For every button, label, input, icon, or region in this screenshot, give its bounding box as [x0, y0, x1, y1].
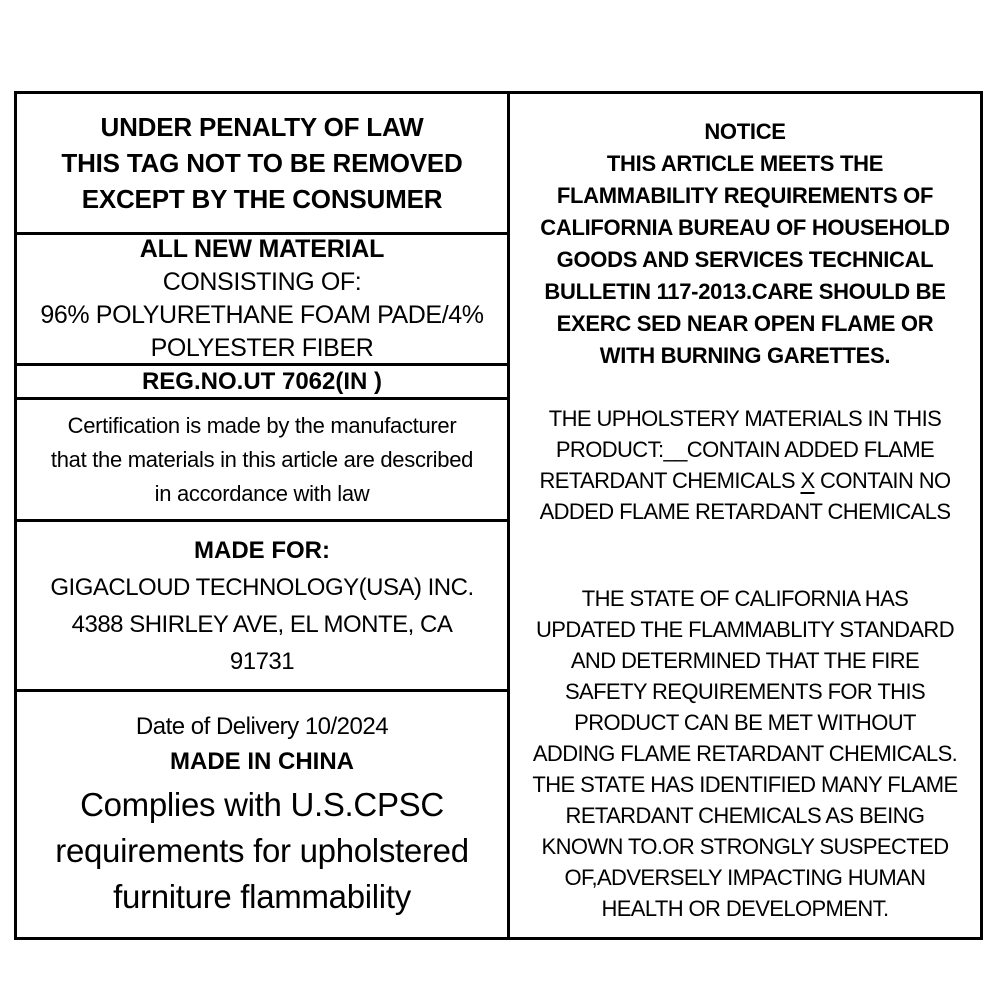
state-line: KNOWN TO.OR STRONGLY SUSPECTED	[541, 834, 949, 859]
made-in-china-text: MADE IN CHINA	[170, 747, 354, 775]
state-line: THE STATE HAS IDENTIFIED MANY FLAME	[532, 772, 958, 797]
made-for-line: GIGACLOUD TECHNOLOGY(USA) INC.	[50, 573, 474, 601]
left-column	[17, 94, 510, 937]
upholstery-line: THE UPHOLSTERY MATERIALS IN THIS	[548, 406, 942, 431]
upholstery-paragraph	[514, 403, 976, 527]
delivery-date-text: Date of Delivery 10/2024	[135, 712, 389, 740]
notice-line: EXERC SED NEAR OPEN FLAME OR	[556, 311, 934, 336]
state-line: SAFETY REQUIREMENTS FOR THIS	[564, 679, 926, 704]
made-for-title: MADE FOR:	[194, 536, 330, 564]
material-title: ALL NEW MATERIAL	[139, 235, 385, 263]
notice-line: CALIFORNIA BUREAU OF HOUSEHOLD	[540, 215, 950, 240]
origin-section	[17, 692, 507, 937]
made-for-section	[17, 522, 507, 692]
notice-line: THIS ARTICLE MEETS THE	[606, 151, 884, 176]
material-line: 96% POLYURETHANE FOAM PADE/4%	[40, 301, 484, 329]
state-paragraph	[514, 583, 976, 924]
notice-line: BULLETIN 117-2013.CARE SHOULD BE	[544, 279, 946, 304]
penalty-line: UNDER PENALTY OF LAW	[100, 112, 424, 142]
upholstery-line-pre: RETARDANT CHEMICALS	[539, 468, 801, 493]
notice-line: GOODS AND SERVICES TECHNICAL	[556, 247, 934, 272]
certification-section	[17, 400, 507, 522]
material-line: POLYESTER FIBER	[150, 334, 374, 362]
state-line: AND DETERMINED THAT THE FIRE	[570, 648, 920, 673]
material-line: CONSISTING OF:	[162, 268, 362, 296]
right-column	[510, 94, 980, 937]
law-label-card	[14, 91, 983, 940]
notice-line: FLAMMABILITY REQUIREMENTS OF	[556, 183, 934, 208]
material-section	[17, 235, 507, 366]
state-line: UPDATED THE FLAMMABLITY STANDARD	[535, 617, 955, 642]
compliance-line: Complies with U.S.CPSC	[80, 785, 444, 823]
flame-retardant-x-mark: X	[800, 468, 815, 493]
compliance-line: furniture flammability	[113, 877, 411, 915]
state-line: OF,ADVERSELY IMPACTING HUMAN	[564, 865, 926, 890]
compliance-line: requirements for upholstered	[55, 831, 469, 869]
state-line: ADDING FLAME RETARDANT CHEMICALS.	[532, 741, 958, 766]
notice-paragraph	[514, 116, 976, 372]
reg-no-text: REG.NO.UT 7062(IN )	[141, 367, 383, 395]
upholstery-line: PRODUCT:__CONTAIN ADDED FLAME	[555, 437, 935, 462]
cpsc-compliance-text	[21, 782, 503, 920]
penalty-section	[17, 94, 507, 235]
reg-no-section	[17, 366, 507, 400]
state-line: HEALTH OR DEVELOPMENT.	[601, 896, 889, 921]
notice-title: NOTICE	[704, 119, 786, 144]
certification-line: that the materials in this article are described	[50, 446, 474, 472]
penalty-line: EXCEPT BY THE CONSUMER	[81, 184, 443, 214]
state-line: RETARDANT CHEMICALS AS BEING	[565, 803, 925, 828]
upholstery-line-post: CONTAIN NO	[814, 468, 951, 493]
certification-line: Certification is made by the manufacturer	[67, 412, 457, 438]
made-for-line: 4388 SHIRLEY AVE, EL MONTE, CA	[71, 610, 453, 638]
certification-line: in accordance with law	[154, 480, 370, 506]
penalty-line: THIS TAG NOT TO BE REMOVED	[61, 148, 463, 178]
upholstery-line: ADDED FLAME RETARDANT CHEMICALS	[539, 499, 951, 524]
state-line: THE STATE OF CALIFORNIA HAS	[581, 586, 909, 611]
state-line: PRODUCT CAN BE MET WITHOUT	[574, 710, 916, 735]
made-for-line: 91731	[229, 647, 295, 675]
upholstery-line	[514, 465, 976, 496]
notice-line: WITH BURNING GARETTES.	[599, 343, 891, 368]
